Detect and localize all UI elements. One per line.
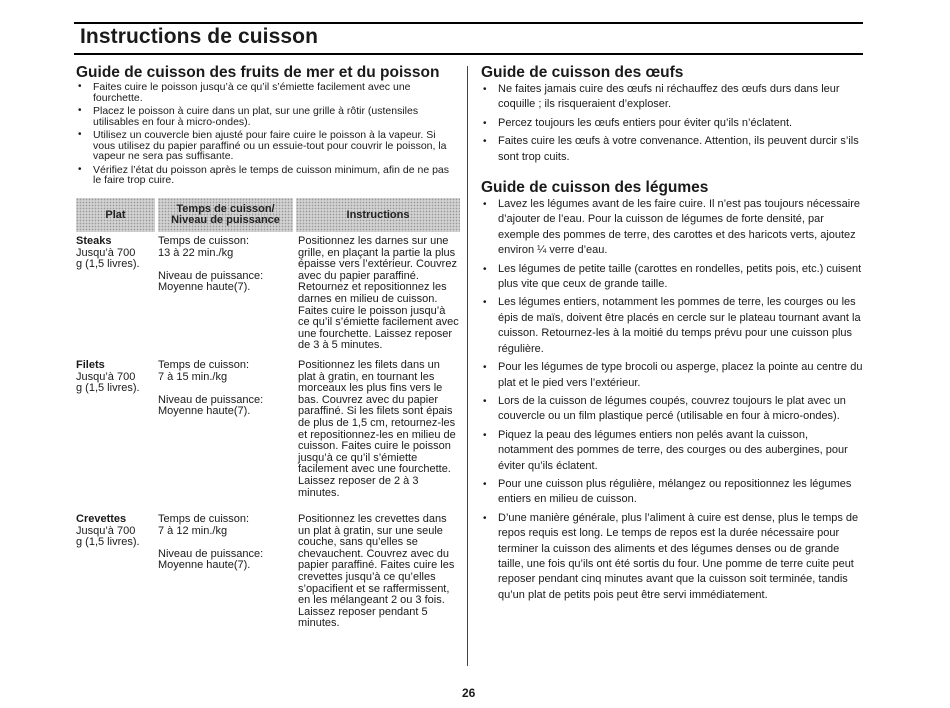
list-item: • Pour les légumes de type brocoli ou asperge, placez la pointe au centre du plat et le pied vers l’extérieur.: [483, 361, 863, 389]
list-item: • Piquez la peau des légumes entiers non pelés avant la cuisson, notamment des pommes de terre, des courges ou des aubergines, pour éviter qu’ils éclatent.: [483, 428, 848, 472]
cell-plat: [76, 512, 158, 662]
bullet-icon: •: [483, 199, 487, 211]
cell-plat: [76, 234, 158, 358]
vegetables-guide-section: [481, 179, 866, 603]
list-item: • Les légumes de petite taille (carottes en rondelles, petits pois, etc.) cuisent plus vite que ceux de grande taille.: [483, 262, 862, 291]
bullet-icon: •: [483, 84, 487, 95]
list-item: • Ne faites jamais cuire des œufs ni réchauffez des œufs durs dans leur coquille ; ils risqueraient d’exploser.: [483, 83, 840, 111]
list-item: • Faites cuire le poisson jusqu’à ce qu’il s’émiette facilement avec une fourchette.: [78, 81, 411, 104]
list-item: • Les légumes entiers, notamment les pommes de terre, les courges ou les épis de maïs, doivent être placés en cercle sur le plateau tournant avant la cuisson. Retournez-les à la moitié du temps prévu pour une cuisson plus régulière.: [483, 296, 861, 355]
bullet-icon: •: [483, 395, 487, 407]
eggs-guide-heading: Guide de cuisson des œufs: [481, 64, 684, 81]
list-item: • Percez toujours les œufs entiers pour éviter qu’ils n’éclatent.: [481, 116, 866, 131]
dish-quantity: Jusqu’à 700 g (1,5 livres).: [76, 246, 140, 271]
fish-cooking-table: [76, 198, 460, 662]
table-header: [76, 198, 460, 232]
list-item: • D’une manière générale, plus l’aliment à cuire est dense, plus le temps de repos requis est long. Le temps de repos est la durée nécessaire pour terminer la cuisson des aliments et des légumes denses ou de grande taille, une fois qu’ils ont été sortis du four. Une pomme de terre cuite peut reposer pendant cinq minutes avant que la cuisson soit terminée, tandis qu’un plat de petits pois peut être servi immédiatement.: [483, 511, 859, 601]
list-item: • Lors de la cuisson de légumes coupés, couvrez toujours le plat avec un couvercle ou un film plastique percé (utilisable en four à micro-ondes).: [483, 394, 846, 423]
fish-guide-section: [76, 64, 460, 189]
column-divider: [467, 66, 468, 666]
bullet-icon: •: [78, 129, 82, 140]
header-cell-plat: Plat: [76, 198, 155, 232]
bullet-icon: •: [483, 362, 487, 374]
bullet-icon: •: [483, 297, 487, 309]
bullet-icon: •: [78, 81, 82, 92]
fish-guide-list: [76, 82, 460, 186]
vegetables-guide-heading: Guide de cuisson des légumes: [481, 179, 709, 197]
list-item: • Lavez les légumes avant de les faire cuire. Il n’est pas toujours nécessaire d’ajouter de l’eau. Pour la cuisson de légumes de forte densité, par exemple des pommes de terre, des carottes et des haricots verts, ajoutez environ ¼ verre d’eau.: [483, 198, 860, 257]
table-row: [76, 512, 460, 662]
cell-instructions: Positionnez les filets dans un plat à gratin, en tournant les morceaux les plus fins vers le bas. Couvrez avec du papier paraffiné. Si les filets sont épais de plus de 1,5 cm, retournez-les et repositionnez-les en milieu de cuisson. Faites cuire le poisson jusqu’à ce qu’il s’émiette facilement avec une fourchette. Laissez reposer de 2 à 3 minutes.: [298, 359, 456, 499]
page-title: Instructions de cuisson: [80, 25, 319, 48]
list-item: • Faites cuire les œufs à votre convenance. Attention, ils peuvent durcir s’ils sont trop cuits.: [483, 135, 859, 163]
dish-quantity: Jusqu’à 700 g (1,5 livres).: [76, 370, 140, 395]
header-cell-temps: Temps de cuisson/ Niveau de puissance: [158, 198, 293, 232]
cell-temps: Temps de cuisson: 7 à 15 min./kg Niveau de puissance: Moyenne haute(7).: [158, 359, 264, 418]
list-item: • Vérifiez l’état du poisson après le temps de cuisson minimum, afin de ne pas le faire trop cuire.: [78, 163, 450, 186]
fish-guide-heading: Guide de cuisson des fruits de mer et du poisson: [76, 64, 440, 81]
bullet-icon: •: [78, 105, 82, 116]
page-number: 26: [462, 686, 476, 700]
header-cell-instructions: Instructions: [296, 198, 460, 232]
dish-name: Crevettes: [76, 513, 127, 525]
bullet-icon: •: [483, 478, 487, 490]
table-row: [76, 358, 460, 512]
list-item: • Placez le poisson à cuire dans un plat, sur une grille à rôtir (ustensiles utilisables en four à micro-ondes).: [78, 105, 419, 128]
cell-plat: [76, 358, 158, 512]
cell-instructions: Positionnez les crevettes dans un plat à gratin, sur une seule couche, sans qu’elles se chevauchent. Couvrez avec du papier paraffiné. Faites cuire les crevettes jusqu’à ce qu’elles s’opacifient et se raffermissent, en les mélangeant 2 ou 3 fois. Laissez reposer pendant 5 minutes.: [298, 513, 455, 630]
header-bottom-rule: [74, 53, 863, 55]
bullet-icon: •: [483, 429, 487, 441]
bullet-icon: •: [483, 263, 487, 275]
bullet-icon: •: [78, 163, 82, 175]
right-column: [481, 64, 866, 606]
bullet-icon: •: [483, 512, 487, 524]
cell-instructions: Positionnez les darnes sur une grille, en plaçant la partie la plus épaisse vers l’extérieur. Couvrez avec du papier paraffiné. Retournez et repositionnez les darnes en milieu de cuisson. Faites cuire le poisson jusqu’à ce qu’il s’émiette facilement avec une fourchette. Laissez reposer de 3 à 5 minutes.: [298, 235, 459, 352]
table-row: [76, 234, 460, 358]
eggs-guide-section: [481, 64, 866, 165]
vegetables-guide-list: [481, 197, 866, 603]
cell-temps: Temps de cuisson: 7 à 12 min./kg Niveau de puissance: Moyenne haute(7).: [158, 513, 264, 572]
dish-quantity: Jusqu’à 700 g (1,5 livres).: [76, 524, 140, 549]
dish-name: Steaks: [76, 235, 112, 247]
list-item: • Utilisez un couvercle bien ajusté pour faire cuire le poisson à la vapeur. Si vous utilisez du papier paraffiné ou un essuie-tout pour couvrir le poisson, la vapeur ne sera pas suffisante.: [78, 129, 447, 162]
cell-temps: Temps de cuisson: 13 à 22 min./kg Niveau de puissance: Moyenne haute(7).: [158, 235, 264, 294]
list-item: • Pour une cuisson plus régulière, mélangez ou repositionnez les légumes entiers en milieu de cuisson.: [483, 477, 852, 506]
bullet-icon: •: [483, 117, 487, 129]
header-top-rule: [74, 22, 863, 24]
dish-name: Filets: [76, 359, 105, 371]
bullet-icon: •: [483, 136, 487, 148]
eggs-guide-list: [481, 82, 866, 165]
